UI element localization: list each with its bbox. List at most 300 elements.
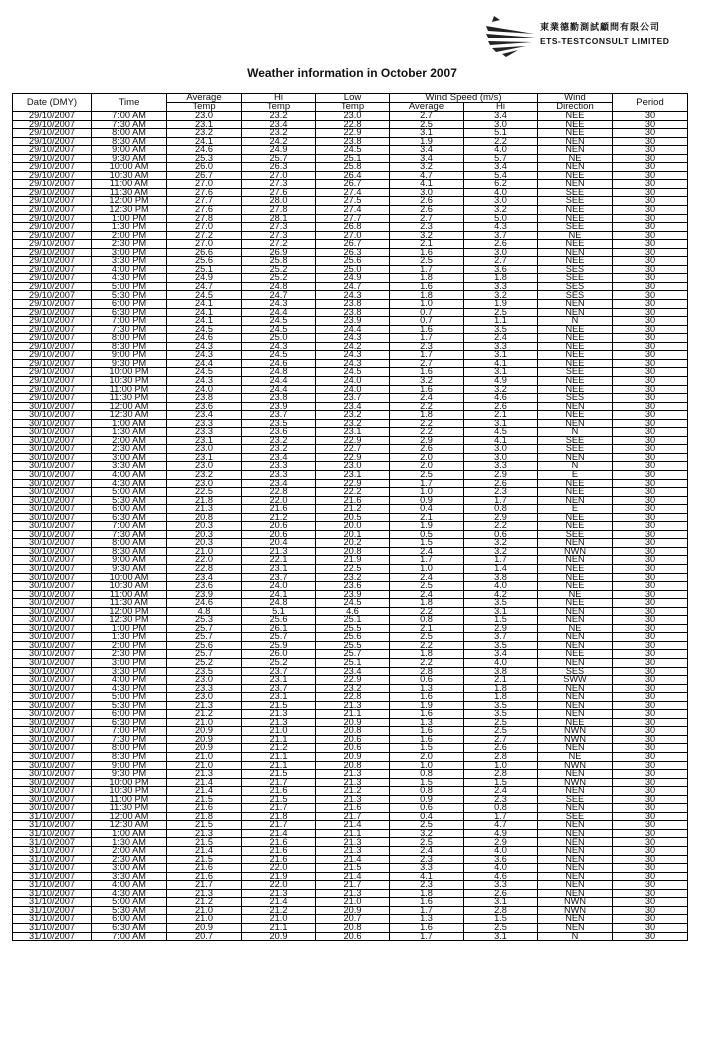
period-cell: 30 xyxy=(613,659,688,668)
wind-direction-cell: NEN xyxy=(538,659,613,668)
wind-direction-cell: NEE xyxy=(538,334,613,343)
table-row xyxy=(13,864,688,873)
time-cell: 6:00 AM xyxy=(92,505,167,514)
average-temp-cell: 27.6 xyxy=(167,206,242,215)
period-cell: 30 xyxy=(613,470,688,479)
period-cell: 30 xyxy=(613,120,688,129)
average-temp-cell: 26.6 xyxy=(167,248,242,257)
date-cell: 29/10/2007 xyxy=(13,214,92,223)
wind-speed-average-cell: 1.0 xyxy=(390,564,464,573)
wind-speed-average-cell: 0.4 xyxy=(390,812,464,821)
time-cell: 3:00 AM xyxy=(92,864,167,873)
hi-temp-cell: 21.2 xyxy=(242,513,316,522)
date-cell: 31/10/2007 xyxy=(13,889,92,898)
table-row xyxy=(13,847,688,856)
time-cell: 6:30 PM xyxy=(92,718,167,727)
wind-direction-cell: NEE xyxy=(538,599,613,608)
wind-speed-average-cell: 2.0 xyxy=(390,753,464,762)
wind-direction-cell: NEE xyxy=(538,214,613,223)
table-row xyxy=(13,599,688,608)
time-cell: 10:30 AM xyxy=(92,582,167,591)
period-cell: 30 xyxy=(613,479,688,488)
date-cell: 29/10/2007 xyxy=(13,325,92,334)
period-cell: 30 xyxy=(613,718,688,727)
wind-speed-hi-cell: 0.8 xyxy=(464,804,538,813)
table-row xyxy=(13,564,688,573)
weather-table xyxy=(12,93,688,941)
wind-speed-average-cell: 1.7 xyxy=(390,906,464,915)
table-row xyxy=(13,402,688,411)
time-cell: 2:00 AM xyxy=(92,436,167,445)
hi-temp-cell: 25.2 xyxy=(242,274,316,283)
average-temp-cell: 27.0 xyxy=(167,240,242,249)
date-cell: 29/10/2007 xyxy=(13,300,92,309)
wind-speed-hi-cell: 1.7 xyxy=(464,812,538,821)
wind-direction-cell: NEE xyxy=(538,411,613,420)
average-temp-cell: 21.0 xyxy=(167,906,242,915)
wind-speed-hi-cell: 1.9 xyxy=(464,300,538,309)
hi-temp-cell: 25.2 xyxy=(242,659,316,668)
time-cell: 7:00 PM xyxy=(92,317,167,326)
wind-direction-cell: NEE xyxy=(538,650,613,659)
date-cell: 29/10/2007 xyxy=(13,291,92,300)
table-row xyxy=(13,129,688,138)
low-temp-cell: 21.1 xyxy=(316,829,390,838)
time-cell: 9:30 PM xyxy=(92,770,167,779)
period-cell: 30 xyxy=(613,112,688,121)
period-cell: 30 xyxy=(613,804,688,813)
wind-speed-average-cell: 3.2 xyxy=(390,376,464,385)
wind-speed-average-cell: 2.7 xyxy=(390,214,464,223)
average-temp-cell: 23.1 xyxy=(167,436,242,445)
average-temp-cell: 23.0 xyxy=(167,445,242,454)
wind-speed-hi-cell: 3.2 xyxy=(464,291,538,300)
hi-temp-cell: 23.5 xyxy=(242,419,316,428)
wind-speed-hi-cell: 0.8 xyxy=(464,505,538,514)
time-cell: 3:00 PM xyxy=(92,659,167,668)
hi-temp-cell: 23.7 xyxy=(242,667,316,676)
date-cell: 29/10/2007 xyxy=(13,351,92,360)
period-cell: 30 xyxy=(613,847,688,856)
wind-direction-cell: NEN xyxy=(538,864,613,873)
low-temp-cell: 20.8 xyxy=(316,547,390,556)
low-temp-cell: 23.8 xyxy=(316,300,390,309)
date-cell: 30/10/2007 xyxy=(13,453,92,462)
wind-direction-cell: NEN xyxy=(538,684,613,693)
average-temp-cell: 21.6 xyxy=(167,864,242,873)
low-temp-cell: 25.1 xyxy=(316,154,390,163)
table-row xyxy=(13,171,688,180)
average-temp-cell: 21.2 xyxy=(167,710,242,719)
date-cell: 30/10/2007 xyxy=(13,710,92,719)
hi-temp-cell: 22.8 xyxy=(242,488,316,497)
wind-speed-hi-cell: 3.4 xyxy=(464,112,538,121)
wind-speed-average-cell: 2.2 xyxy=(390,428,464,437)
table-row xyxy=(13,445,688,454)
header-date: Date (DMY) xyxy=(13,94,92,112)
low-temp-cell: 22.2 xyxy=(316,488,390,497)
hi-temp-cell: 24.7 xyxy=(242,291,316,300)
hi-temp-cell: 23.7 xyxy=(242,573,316,582)
low-temp-cell: 23.2 xyxy=(316,411,390,420)
time-cell: 6:30 AM xyxy=(92,513,167,522)
time-cell: 12:00 AM xyxy=(92,812,167,821)
wind-direction-cell: SEE xyxy=(538,445,613,454)
date-cell: 30/10/2007 xyxy=(13,479,92,488)
wind-speed-hi-cell: 2.9 xyxy=(464,838,538,847)
table-row xyxy=(13,804,688,813)
table-row xyxy=(13,385,688,394)
time-cell: 7:30 PM xyxy=(92,325,167,334)
table-row xyxy=(13,274,688,283)
low-temp-cell: 23.9 xyxy=(316,317,390,326)
wind-speed-hi-cell: 2.1 xyxy=(464,411,538,420)
time-cell: 6:00 AM xyxy=(92,915,167,924)
hi-temp-cell: 23.1 xyxy=(242,564,316,573)
table-row xyxy=(13,462,688,471)
hi-temp-cell: 21.3 xyxy=(242,547,316,556)
period-cell: 30 xyxy=(613,761,688,770)
date-cell: 29/10/2007 xyxy=(13,376,92,385)
table-row xyxy=(13,889,688,898)
period-cell: 30 xyxy=(613,154,688,163)
low-temp-cell: 21.6 xyxy=(316,804,390,813)
wind-speed-average-cell: 1.6 xyxy=(390,385,464,394)
average-temp-cell: 22.8 xyxy=(167,564,242,573)
wind-direction-cell: NWN xyxy=(538,547,613,556)
average-temp-cell: 27.8 xyxy=(167,214,242,223)
low-temp-cell: 21.4 xyxy=(316,872,390,881)
time-cell: 8:00 AM xyxy=(92,129,167,138)
average-temp-cell: 25.6 xyxy=(167,257,242,266)
wind-speed-average-cell: 2.5 xyxy=(390,120,464,129)
wind-speed-hi-cell: 2.8 xyxy=(464,753,538,762)
wind-speed-average-cell: 1.6 xyxy=(390,368,464,377)
period-cell: 30 xyxy=(613,462,688,471)
date-cell: 31/10/2007 xyxy=(13,881,92,890)
wind-direction-cell: NEE xyxy=(538,573,613,582)
wind-speed-hi-cell: 1.5 xyxy=(464,616,538,625)
wind-direction-cell: SEE xyxy=(538,223,613,232)
wind-speed-hi-cell: 3.6 xyxy=(464,265,538,274)
wind-speed-hi-cell: 3.8 xyxy=(464,573,538,582)
low-temp-cell: 26.3 xyxy=(316,248,390,257)
header-low-temp-top: Low xyxy=(316,94,390,103)
period-cell: 30 xyxy=(613,735,688,744)
date-cell: 30/10/2007 xyxy=(13,488,92,497)
date-cell: 29/10/2007 xyxy=(13,248,92,257)
header-wind-direction-top: Wind xyxy=(538,94,613,103)
average-temp-cell: 23.2 xyxy=(167,470,242,479)
hi-temp-cell: 21.6 xyxy=(242,838,316,847)
average-temp-cell: 23.8 xyxy=(167,394,242,403)
time-cell: 2:30 AM xyxy=(92,445,167,454)
low-temp-cell: 24.3 xyxy=(316,334,390,343)
time-cell: 11:00 PM xyxy=(92,795,167,804)
date-cell: 30/10/2007 xyxy=(13,727,92,736)
date-cell: 31/10/2007 xyxy=(13,923,92,932)
wind-speed-hi-cell: 3.0 xyxy=(464,445,538,454)
table-row xyxy=(13,351,688,360)
wind-speed-hi-cell: 2.7 xyxy=(464,257,538,266)
time-cell: 4:00 AM xyxy=(92,470,167,479)
table-row xyxy=(13,770,688,779)
wind-speed-average-cell: 0.7 xyxy=(390,308,464,317)
hi-temp-cell: 25.6 xyxy=(242,616,316,625)
hi-temp-cell: 24.8 xyxy=(242,282,316,291)
wind-direction-cell: N xyxy=(538,317,613,326)
header-wind-speed-average: Average xyxy=(390,103,464,112)
low-temp-cell: 20.7 xyxy=(316,915,390,924)
date-cell: 29/10/2007 xyxy=(13,385,92,394)
wind-direction-cell: NEE xyxy=(538,718,613,727)
time-cell: 1:30 AM xyxy=(92,838,167,847)
time-cell: 12:30 PM xyxy=(92,206,167,215)
wind-speed-average-cell: 2.6 xyxy=(390,445,464,454)
date-cell: 30/10/2007 xyxy=(13,718,92,727)
period-cell: 30 xyxy=(613,710,688,719)
wind-speed-hi-cell: 3.0 xyxy=(464,453,538,462)
wind-direction-cell: NEN xyxy=(538,616,613,625)
hi-temp-cell: 21.1 xyxy=(242,753,316,762)
low-temp-cell: 27.4 xyxy=(316,188,390,197)
wind-direction-cell: NEN xyxy=(538,804,613,813)
date-cell: 30/10/2007 xyxy=(13,778,92,787)
wind-speed-average-cell: 2.5 xyxy=(390,582,464,591)
low-temp-cell: 21.7 xyxy=(316,812,390,821)
low-temp-cell: 21.5 xyxy=(316,864,390,873)
low-temp-cell: 24.3 xyxy=(316,291,390,300)
date-cell: 30/10/2007 xyxy=(13,590,92,599)
table-row xyxy=(13,154,688,163)
wind-speed-average-cell: 3.2 xyxy=(390,829,464,838)
table-row xyxy=(13,573,688,582)
wind-speed-hi-cell: 4.7 xyxy=(464,821,538,830)
wind-speed-average-cell: 2.5 xyxy=(390,821,464,830)
wind-direction-cell: NEN xyxy=(538,770,613,779)
wind-direction-cell: NEN xyxy=(538,838,613,847)
date-cell: 30/10/2007 xyxy=(13,564,92,573)
average-temp-cell: 25.6 xyxy=(167,641,242,650)
date-cell: 29/10/2007 xyxy=(13,231,92,240)
table-row xyxy=(13,735,688,744)
low-temp-cell: 21.7 xyxy=(316,881,390,890)
hi-temp-cell: 27.3 xyxy=(242,223,316,232)
table-row xyxy=(13,821,688,830)
table-row xyxy=(13,530,688,539)
time-cell: 9:00 AM xyxy=(92,146,167,155)
low-temp-cell: 22.8 xyxy=(316,120,390,129)
table-row xyxy=(13,923,688,932)
period-cell: 30 xyxy=(613,214,688,223)
date-cell: 29/10/2007 xyxy=(13,359,92,368)
wind-speed-hi-cell: 3.5 xyxy=(464,641,538,650)
wind-speed-hi-cell: 2.5 xyxy=(464,923,538,932)
low-temp-cell: 20.8 xyxy=(316,923,390,932)
period-cell: 30 xyxy=(613,624,688,633)
wind-speed-hi-cell: 4.0 xyxy=(464,146,538,155)
wind-speed-average-cell: 3.2 xyxy=(390,163,464,172)
table-row xyxy=(13,368,688,377)
wind-direction-cell: NEN xyxy=(538,496,613,505)
wind-speed-average-cell: 2.1 xyxy=(390,240,464,249)
wind-speed-average-cell: 1.8 xyxy=(390,274,464,283)
wind-speed-average-cell: 0.8 xyxy=(390,770,464,779)
date-cell: 30/10/2007 xyxy=(13,530,92,539)
hi-temp-cell: 24.4 xyxy=(242,385,316,394)
table-row xyxy=(13,607,688,616)
period-cell: 30 xyxy=(613,522,688,531)
wind-direction-cell: NEE xyxy=(538,582,613,591)
wind-speed-hi-cell: 5.1 xyxy=(464,129,538,138)
average-temp-cell: 27.0 xyxy=(167,223,242,232)
wind-speed-average-cell: 2.1 xyxy=(390,624,464,633)
ets-globe-icon xyxy=(480,14,538,58)
hi-temp-cell: 24.4 xyxy=(242,376,316,385)
wind-speed-average-cell: 1.7 xyxy=(390,556,464,565)
low-temp-cell: 25.0 xyxy=(316,265,390,274)
wind-direction-cell: NEE xyxy=(538,325,613,334)
table-row xyxy=(13,223,688,232)
wind-speed-average-cell: 2.3 xyxy=(390,223,464,232)
wind-speed-hi-cell: 3.0 xyxy=(464,197,538,206)
period-cell: 30 xyxy=(613,163,688,172)
wind-direction-cell: NEN xyxy=(538,146,613,155)
time-cell: 5:30 PM xyxy=(92,291,167,300)
period-cell: 30 xyxy=(613,206,688,215)
date-cell: 30/10/2007 xyxy=(13,744,92,753)
table-row xyxy=(13,829,688,838)
period-cell: 30 xyxy=(613,188,688,197)
period-cell: 30 xyxy=(613,667,688,676)
hi-temp-cell: 24.5 xyxy=(242,351,316,360)
average-temp-cell: 20.9 xyxy=(167,923,242,932)
period-cell: 30 xyxy=(613,231,688,240)
header-average-temp-top: Average xyxy=(167,94,242,103)
average-temp-cell: 24.9 xyxy=(167,274,242,283)
average-temp-cell: 21.0 xyxy=(167,753,242,762)
period-cell: 30 xyxy=(613,248,688,257)
date-cell: 30/10/2007 xyxy=(13,462,92,471)
time-cell: 1:00 AM xyxy=(92,829,167,838)
low-temp-cell: 24.3 xyxy=(316,351,390,360)
hi-temp-cell: 23.4 xyxy=(242,453,316,462)
low-temp-cell: 23.7 xyxy=(316,394,390,403)
low-temp-cell: 25.7 xyxy=(316,650,390,659)
date-cell: 30/10/2007 xyxy=(13,607,92,616)
wind-speed-average-cell: 1.7 xyxy=(390,334,464,343)
hi-temp-cell: 23.2 xyxy=(242,436,316,445)
date-cell: 31/10/2007 xyxy=(13,898,92,907)
period-cell: 30 xyxy=(613,676,688,685)
wind-direction-cell: NEE xyxy=(538,522,613,531)
wind-speed-hi-cell: 2.5 xyxy=(464,727,538,736)
date-cell: 30/10/2007 xyxy=(13,470,92,479)
average-temp-cell: 24.0 xyxy=(167,385,242,394)
period-cell: 30 xyxy=(613,436,688,445)
time-cell: 6:00 PM xyxy=(92,710,167,719)
date-cell: 30/10/2007 xyxy=(13,539,92,548)
hi-temp-cell: 21.7 xyxy=(242,778,316,787)
average-temp-cell: 21.3 xyxy=(167,505,242,514)
wind-speed-hi-cell: 4.0 xyxy=(464,864,538,873)
time-cell: 11:00 PM xyxy=(92,385,167,394)
average-temp-cell: 27.0 xyxy=(167,180,242,189)
low-temp-cell: 21.6 xyxy=(316,496,390,505)
low-temp-cell: 21.2 xyxy=(316,787,390,796)
date-cell: 30/10/2007 xyxy=(13,735,92,744)
wind-speed-hi-cell: 3.0 xyxy=(464,248,538,257)
average-temp-cell: 23.3 xyxy=(167,419,242,428)
table-row xyxy=(13,778,688,787)
average-temp-cell: 23.0 xyxy=(167,462,242,471)
wind-speed-hi-cell: 2.9 xyxy=(464,470,538,479)
wind-speed-hi-cell: 2.5 xyxy=(464,718,538,727)
average-temp-cell: 21.3 xyxy=(167,889,242,898)
wind-direction-cell: SEE xyxy=(538,436,613,445)
low-temp-cell: 20.6 xyxy=(316,932,390,941)
wind-speed-hi-cell: 1.4 xyxy=(464,564,538,573)
wind-speed-hi-cell: 4.0 xyxy=(464,582,538,591)
wind-direction-cell: NEN xyxy=(538,710,613,719)
time-cell: 11:00 AM xyxy=(92,180,167,189)
wind-speed-average-cell: 1.0 xyxy=(390,761,464,770)
time-cell: 4:30 PM xyxy=(92,684,167,693)
period-cell: 30 xyxy=(613,607,688,616)
period-cell: 30 xyxy=(613,829,688,838)
table-row xyxy=(13,676,688,685)
average-temp-cell: 20.9 xyxy=(167,727,242,736)
low-temp-cell: 21.3 xyxy=(316,838,390,847)
wind-speed-average-cell: 2.4 xyxy=(390,573,464,582)
time-cell: 5:30 PM xyxy=(92,701,167,710)
average-temp-cell: 24.5 xyxy=(167,325,242,334)
wind-direction-cell: NEE xyxy=(538,171,613,180)
wind-direction-cell: NEN xyxy=(538,744,613,753)
wind-speed-hi-cell: 2.3 xyxy=(464,795,538,804)
average-temp-cell: 20.9 xyxy=(167,735,242,744)
period-cell: 30 xyxy=(613,394,688,403)
wind-direction-cell: NE xyxy=(538,154,613,163)
wind-speed-hi-cell: 4.6 xyxy=(464,872,538,881)
low-temp-cell: 22.9 xyxy=(316,479,390,488)
hi-temp-cell: 26.3 xyxy=(242,163,316,172)
wind-speed-hi-cell: 3.0 xyxy=(464,120,538,129)
wind-speed-hi-cell: 1.8 xyxy=(464,684,538,693)
date-cell: 31/10/2007 xyxy=(13,932,92,941)
wind-speed-average-cell: 1.6 xyxy=(390,727,464,736)
average-temp-cell: 24.3 xyxy=(167,342,242,351)
wind-speed-average-cell: 1.9 xyxy=(390,137,464,146)
table-row xyxy=(13,308,688,317)
hi-temp-cell: 21.6 xyxy=(242,505,316,514)
date-cell: 29/10/2007 xyxy=(13,334,92,343)
hi-temp-cell: 26.1 xyxy=(242,624,316,633)
period-cell: 30 xyxy=(613,556,688,565)
average-temp-cell: 21.4 xyxy=(167,778,242,787)
average-temp-cell: 22.5 xyxy=(167,488,242,497)
wind-speed-hi-cell: 3.6 xyxy=(464,855,538,864)
period-cell: 30 xyxy=(613,727,688,736)
low-temp-cell: 20.6 xyxy=(316,744,390,753)
wind-speed-average-cell: 1.6 xyxy=(390,923,464,932)
hi-temp-cell: 24.3 xyxy=(242,300,316,309)
table-row xyxy=(13,257,688,266)
low-temp-cell: 25.6 xyxy=(316,257,390,266)
company-logo xyxy=(480,14,695,60)
period-cell: 30 xyxy=(613,308,688,317)
low-temp-cell: 23.0 xyxy=(316,112,390,121)
